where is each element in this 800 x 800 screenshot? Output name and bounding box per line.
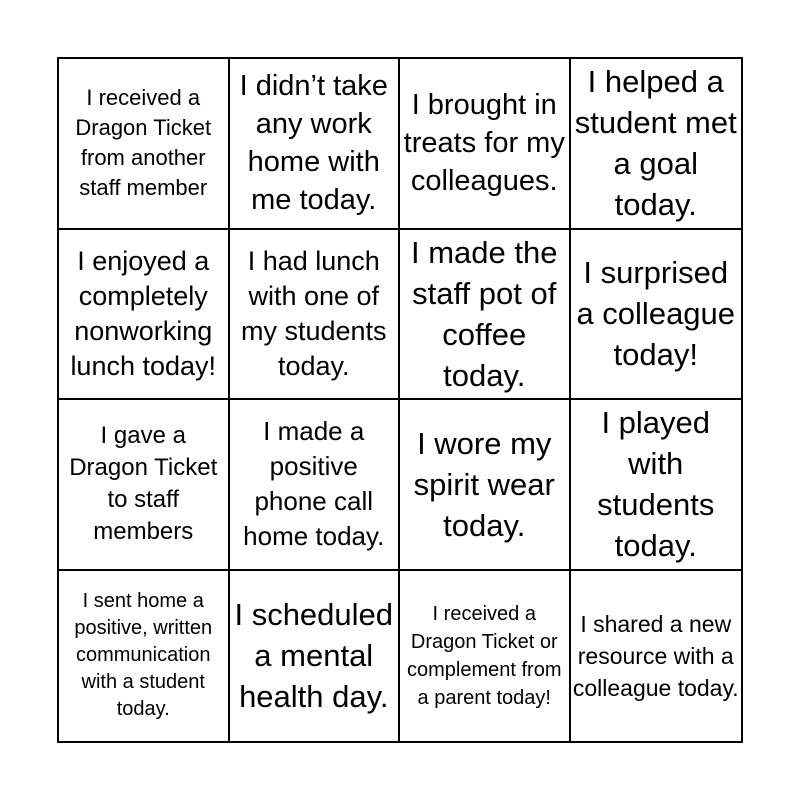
bingo-cell-text: I had lunch with one of my students today. [240,245,387,381]
bingo-cell[interactable] [571,230,742,401]
bingo-cell-text: I scheduled a mental health day. [234,597,394,715]
bingo-cell[interactable] [571,571,742,742]
bingo-cell-text: I gave a Dragon Ticket to staff members [69,422,218,546]
bingo-cell[interactable] [230,400,401,571]
bingo-cell[interactable] [59,59,230,230]
bingo-cell-text: I made the staff pot of coffee today. [411,234,558,393]
bingo-cell[interactable] [571,400,742,571]
bingo-cell[interactable] [230,571,401,742]
bingo-cell-text: I played with students today. [597,405,715,564]
bingo-cell[interactable] [59,400,230,571]
bingo-cell[interactable] [400,59,571,230]
bingo-cell-text: I received a Dragon Ticket from another staff member [75,85,212,201]
bingo-cell-text: I surprised a colleague today! [576,255,736,373]
bingo-board [57,57,743,743]
bingo-cell-text: I wore my spirit wear today. [413,425,555,543]
bingo-cell-text: I enjoyed a completely nonworking lunch today! [70,245,217,381]
bingo-cell[interactable] [59,571,230,742]
bingo-cell[interactable] [59,230,230,401]
bingo-cell-text: I received a Dragon Ticket or complement from a parent today! [407,602,562,709]
bingo-cell[interactable] [400,571,571,742]
bingo-cell-text: I made a positive phone call home today. [243,416,385,552]
bingo-cell[interactable] [230,59,401,230]
bingo-cell-text: I helped a student met a goal today. [574,64,737,223]
bingo-cell-text: I shared a new resource with a colleague today. [572,610,739,701]
bingo-cell[interactable] [400,400,571,571]
bingo-cell[interactable] [230,230,401,401]
bingo-cell-text: I didn’t take any work home with me today. [239,70,388,217]
bingo-cell-text: I sent home a positive, written communication with a student today. [74,590,213,721]
bingo-cell-text: I brought in treats for my colleagues. [403,89,565,198]
bingo-cell[interactable] [571,59,742,230]
bingo-cell[interactable] [400,230,571,401]
